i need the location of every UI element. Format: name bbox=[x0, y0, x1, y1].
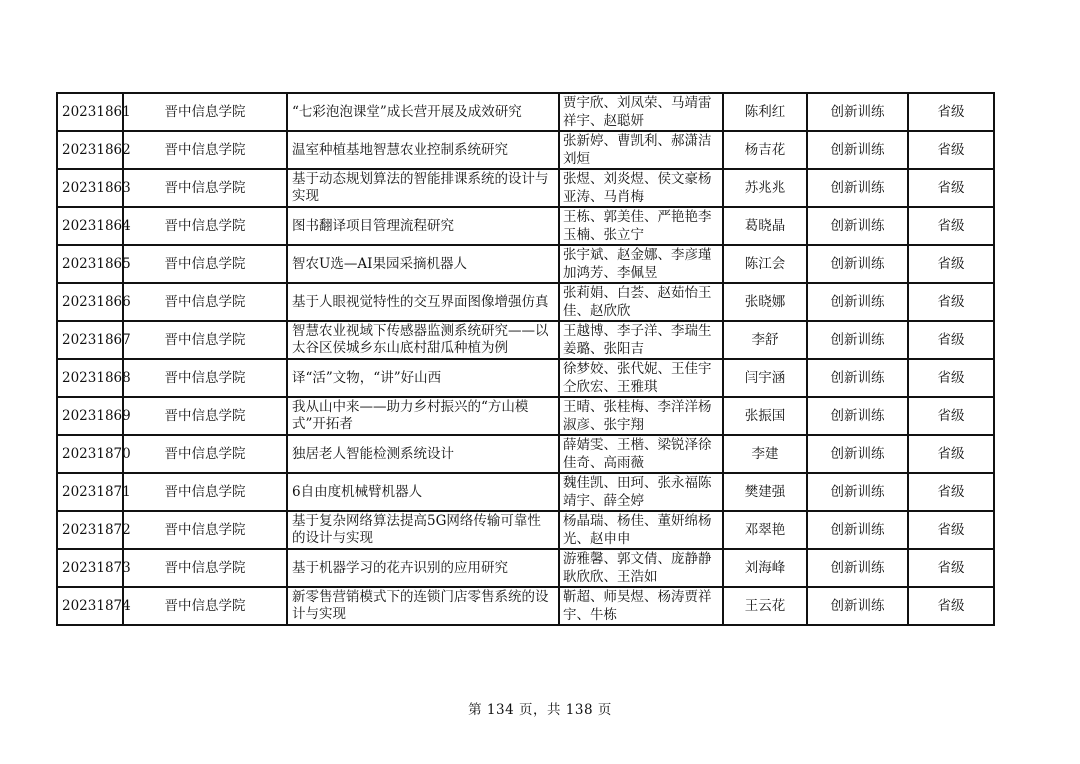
project-type-cell: 创新训练 bbox=[807, 397, 908, 435]
advisor-cell: 张振国 bbox=[723, 397, 807, 435]
project-type-cell: 创新训练 bbox=[807, 549, 908, 587]
project-id-cell: 20231863 bbox=[57, 169, 123, 207]
table-row bbox=[57, 169, 994, 207]
members-cell: 张宇斌、赵金娜、李彦瑾加鸿芳、李佩昱 bbox=[559, 245, 723, 283]
project-name-cell: 智慧农业视域下传感器监测系统研究——以太谷区侯城乡东山底村甜瓜种植为例 bbox=[287, 321, 559, 359]
school-cell: 晋中信息学院 bbox=[123, 397, 287, 435]
project-name-cell: 6自由度机械臂机器人 bbox=[287, 473, 559, 511]
advisor-cell: 刘海峰 bbox=[723, 549, 807, 587]
members-cell: 游雅馨、郭文倩、庞静静耿欣欣、王浩如 bbox=[559, 549, 723, 587]
table-row bbox=[57, 473, 994, 511]
school-cell: 晋中信息学院 bbox=[123, 549, 287, 587]
members-cell: 徐梦姣、张代妮、王佳宇仝欣宏、王雅琪 bbox=[559, 359, 723, 397]
project-name-cell: 智农U选—AI果园采摘机器人 bbox=[287, 245, 559, 283]
project-type-cell: 创新训练 bbox=[807, 245, 908, 283]
school-cell: 晋中信息学院 bbox=[123, 435, 287, 473]
project-name-cell: 我从山中来——助力乡村振兴的“方山模式”开拓者 bbox=[287, 397, 559, 435]
project-id-cell: 20231872 bbox=[57, 511, 123, 549]
advisor-cell: 闫宇涵 bbox=[723, 359, 807, 397]
school-cell: 晋中信息学院 bbox=[123, 245, 287, 283]
table-row bbox=[57, 93, 994, 131]
advisor-cell: 樊建强 bbox=[723, 473, 807, 511]
project-id-cell: 20231871 bbox=[57, 473, 123, 511]
level-cell: 省级 bbox=[908, 207, 994, 245]
page-number: 第 134 页，共 138 页 bbox=[468, 702, 612, 718]
project-id-cell: 20231870 bbox=[57, 435, 123, 473]
advisor-cell: 陈江会 bbox=[723, 245, 807, 283]
project-id-cell: 20231866 bbox=[57, 283, 123, 321]
project-type-cell: 创新训练 bbox=[807, 587, 908, 625]
level-cell: 省级 bbox=[908, 549, 994, 587]
table-row bbox=[57, 321, 994, 359]
project-table bbox=[56, 92, 995, 626]
level-cell: 省级 bbox=[908, 93, 994, 131]
members-cell: 张莉娟、白荟、赵茹怡王佳、赵欣欣 bbox=[559, 283, 723, 321]
school-cell: 晋中信息学院 bbox=[123, 359, 287, 397]
advisor-cell: 王云花 bbox=[723, 587, 807, 625]
project-name-cell: 独居老人智能检测系统设计 bbox=[287, 435, 559, 473]
members-cell: 靳超、师昊煜、杨涛贾祥宇、牛栋 bbox=[559, 587, 723, 625]
members-cell: 薛婧雯、王楷、梁锐泽徐佳奇、高雨薇 bbox=[559, 435, 723, 473]
advisor-cell: 邓翠艳 bbox=[723, 511, 807, 549]
project-name-cell: 基于机器学习的花卉识别的应用研究 bbox=[287, 549, 559, 587]
school-cell: 晋中信息学院 bbox=[123, 587, 287, 625]
project-table-container bbox=[56, 92, 993, 626]
advisor-cell: 葛晓晶 bbox=[723, 207, 807, 245]
table-row bbox=[57, 207, 994, 245]
level-cell: 省级 bbox=[908, 169, 994, 207]
project-type-cell: 创新训练 bbox=[807, 207, 908, 245]
project-type-cell: 创新训练 bbox=[807, 283, 908, 321]
school-cell: 晋中信息学院 bbox=[123, 283, 287, 321]
project-id-cell: 20231867 bbox=[57, 321, 123, 359]
members-cell: 张煜、刘炎煜、侯文豪杨亚涛、马肖梅 bbox=[559, 169, 723, 207]
table-row bbox=[57, 245, 994, 283]
project-name-cell: 基于动态规划算法的智能排课系统的设计与实现 bbox=[287, 169, 559, 207]
project-id-cell: 20231868 bbox=[57, 359, 123, 397]
advisor-cell: 张晓娜 bbox=[723, 283, 807, 321]
members-cell: 王越博、李子洋、李瑞生姜璐、张阳吉 bbox=[559, 321, 723, 359]
level-cell: 省级 bbox=[908, 245, 994, 283]
project-name-cell: 基于复杂网络算法提高5G网络传输可靠性的设计与实现 bbox=[287, 511, 559, 549]
project-id-cell: 20231862 bbox=[57, 131, 123, 169]
members-cell: 杨晶瑞、杨佳、董妍绵杨光、赵申申 bbox=[559, 511, 723, 549]
table-row bbox=[57, 131, 994, 169]
level-cell: 省级 bbox=[908, 131, 994, 169]
project-type-cell: 创新训练 bbox=[807, 511, 908, 549]
project-type-cell: 创新训练 bbox=[807, 359, 908, 397]
project-name-cell: 图书翻译项目管理流程研究 bbox=[287, 207, 559, 245]
level-cell: 省级 bbox=[908, 511, 994, 549]
advisor-cell: 杨吉花 bbox=[723, 131, 807, 169]
project-name-cell: “七彩泡泡课堂”成长营开展及成效研究 bbox=[287, 93, 559, 131]
school-cell: 晋中信息学院 bbox=[123, 207, 287, 245]
project-id-cell: 20231869 bbox=[57, 397, 123, 435]
project-id-cell: 20231874 bbox=[57, 587, 123, 625]
members-cell: 贾宇欣、刘凤荣、马靖雷祥宇、赵聪妍 bbox=[559, 93, 723, 131]
project-name-cell: 新零售营销模式下的连锁门店零售系统的设计与实现 bbox=[287, 587, 559, 625]
project-id-cell: 20231873 bbox=[57, 549, 123, 587]
table-row bbox=[57, 359, 994, 397]
advisor-cell: 陈利红 bbox=[723, 93, 807, 131]
project-name-cell: 译“活”文物，“讲”好山西 bbox=[287, 359, 559, 397]
table-row bbox=[57, 397, 994, 435]
table-row bbox=[57, 549, 994, 587]
table-row bbox=[57, 587, 994, 625]
school-cell: 晋中信息学院 bbox=[123, 93, 287, 131]
project-table-body bbox=[57, 93, 994, 625]
school-cell: 晋中信息学院 bbox=[123, 169, 287, 207]
project-type-cell: 创新训练 bbox=[807, 435, 908, 473]
project-type-cell: 创新训练 bbox=[807, 321, 908, 359]
level-cell: 省级 bbox=[908, 473, 994, 511]
project-id-cell: 20231865 bbox=[57, 245, 123, 283]
table-row bbox=[57, 435, 994, 473]
level-cell: 省级 bbox=[908, 397, 994, 435]
project-id-cell: 20231861 bbox=[57, 93, 123, 131]
advisor-cell: 李建 bbox=[723, 435, 807, 473]
members-cell: 王栋、郭美佳、严艳艳李玉楠、张立宁 bbox=[559, 207, 723, 245]
project-type-cell: 创新训练 bbox=[807, 473, 908, 511]
project-name-cell: 基于人眼视觉特性的交互界面图像增强仿真 bbox=[287, 283, 559, 321]
level-cell: 省级 bbox=[908, 359, 994, 397]
project-id-cell: 20231864 bbox=[57, 207, 123, 245]
level-cell: 省级 bbox=[908, 587, 994, 625]
table-row bbox=[57, 511, 994, 549]
members-cell: 张新婷、曹凯利、郝潇洁刘烜 bbox=[559, 131, 723, 169]
school-cell: 晋中信息学院 bbox=[123, 131, 287, 169]
project-name-cell: 温室种植基地智慧农业控制系统研究 bbox=[287, 131, 559, 169]
members-cell: 魏佳凯、田珂、张永福陈靖宇、薛全婷 bbox=[559, 473, 723, 511]
level-cell: 省级 bbox=[908, 283, 994, 321]
table-row bbox=[57, 283, 994, 321]
project-type-cell: 创新训练 bbox=[807, 93, 908, 131]
school-cell: 晋中信息学院 bbox=[123, 511, 287, 549]
school-cell: 晋中信息学院 bbox=[123, 321, 287, 359]
advisor-cell: 苏兆兆 bbox=[723, 169, 807, 207]
project-type-cell: 创新训练 bbox=[807, 131, 908, 169]
members-cell: 王晴、张桂梅、李洋洋杨淑彦、张宇翔 bbox=[559, 397, 723, 435]
level-cell: 省级 bbox=[908, 321, 994, 359]
school-cell: 晋中信息学院 bbox=[123, 473, 287, 511]
advisor-cell: 李舒 bbox=[723, 321, 807, 359]
level-cell: 省级 bbox=[908, 435, 994, 473]
project-type-cell: 创新训练 bbox=[807, 169, 908, 207]
